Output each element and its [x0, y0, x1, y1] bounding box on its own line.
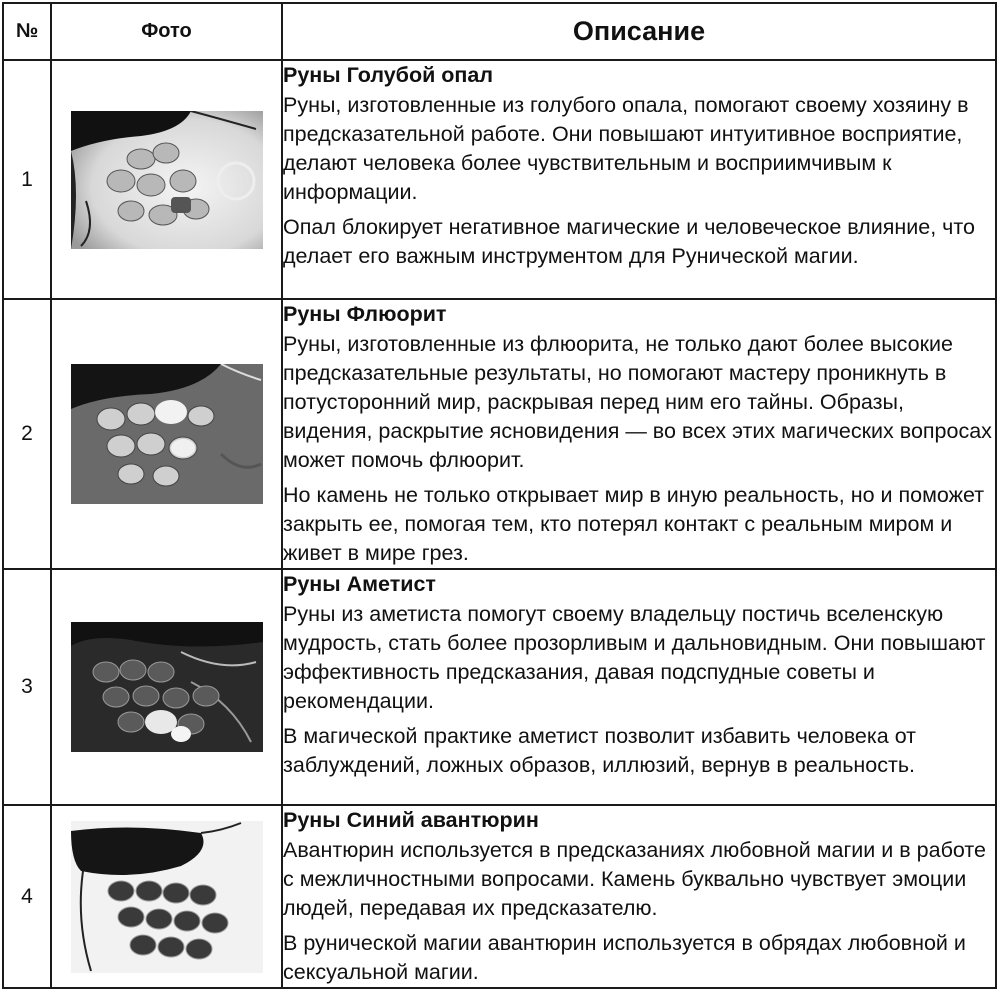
table-row: [3, 805, 996, 988]
rune-title: Руны Синий авантюрин: [283, 808, 539, 832]
description-paragraph: В рунической магии авантюрин используется в обрядах любовной и сексуальной магии.: [283, 931, 966, 984]
description-paragraph: Но камень не только открывает мир в иную реальность, но и поможет закрыть ее, помогая тем, кто потерял контакт с реальным миром и живет в мире грез.: [283, 483, 985, 565]
description-paragraph: Опал блокирует негативное магические и человеческое влияние, что делает его важным инструментом для Рунической магии.: [283, 215, 975, 268]
amethyst-runes-photo: [71, 622, 263, 752]
row-photo-cell: [51, 299, 282, 569]
row-description: [282, 299, 996, 569]
description-paragraph: Авантюрин используется в предсказаниях любовной магии и в работе с межличностными вопросами. Камень буквально чувствует эмоции людей, передавая их предсказателю.: [283, 838, 986, 920]
opal-runes-photo: [71, 111, 263, 249]
row-description: [282, 60, 996, 299]
runes-table: [2, 2, 997, 989]
rune-title: Руны Аметист: [283, 572, 436, 596]
header-row: [3, 3, 996, 60]
row-number: 4: [3, 805, 51, 988]
description-paragraph: В магической практике аметист позволит избавить человека от заблуждений, ложных образов, иллюзий, вернув в реальность.: [283, 724, 917, 777]
row-number: 2: [3, 299, 51, 569]
description-paragraph: Руны, изготовленные из флюорита, не только дают более высокие предсказательные результаты, но помогают мастеру проникнуть в потусторонний мир, раскрывая перед ним его тайны. Образы, видения, раскрытие ясновидения — во всех этих магических вопросах может помочь флюорит.: [283, 332, 992, 472]
description-paragraph: Руны из аметиста помогут своему владельцу постичь вселенскую мудрость, стать более прозорливым и дальновидным. Они повышают эффективность предсказания, давая подспудные советы и рекомендации.: [283, 602, 986, 713]
rune-title: Руны Голубой опал: [283, 63, 494, 87]
header-num: №: [3, 3, 51, 60]
table-row: [3, 60, 996, 299]
header-description: Описание: [282, 3, 996, 60]
aventurine-runes-photo: [71, 821, 263, 973]
fluorite-runes-photo: [71, 364, 263, 504]
table-row: [3, 299, 996, 569]
row-photo-cell: [51, 569, 282, 805]
row-photo-cell: [51, 805, 282, 988]
row-number: 3: [3, 569, 51, 805]
header-photo: Фото: [51, 3, 282, 60]
row-photo-cell: [51, 60, 282, 299]
description-paragraph: Руны, изготовленные из голубого опала, помогают своему хозяину в предсказательной работе. Они повышают интуитивное восприятие, делают человека более чувствительным и восприимчивым к информации.: [283, 93, 969, 204]
row-description: [282, 805, 996, 988]
row-number: 1: [3, 60, 51, 299]
table-row: [3, 569, 996, 805]
row-description: [282, 569, 996, 805]
rune-title: Руны Флюорит: [283, 302, 447, 326]
